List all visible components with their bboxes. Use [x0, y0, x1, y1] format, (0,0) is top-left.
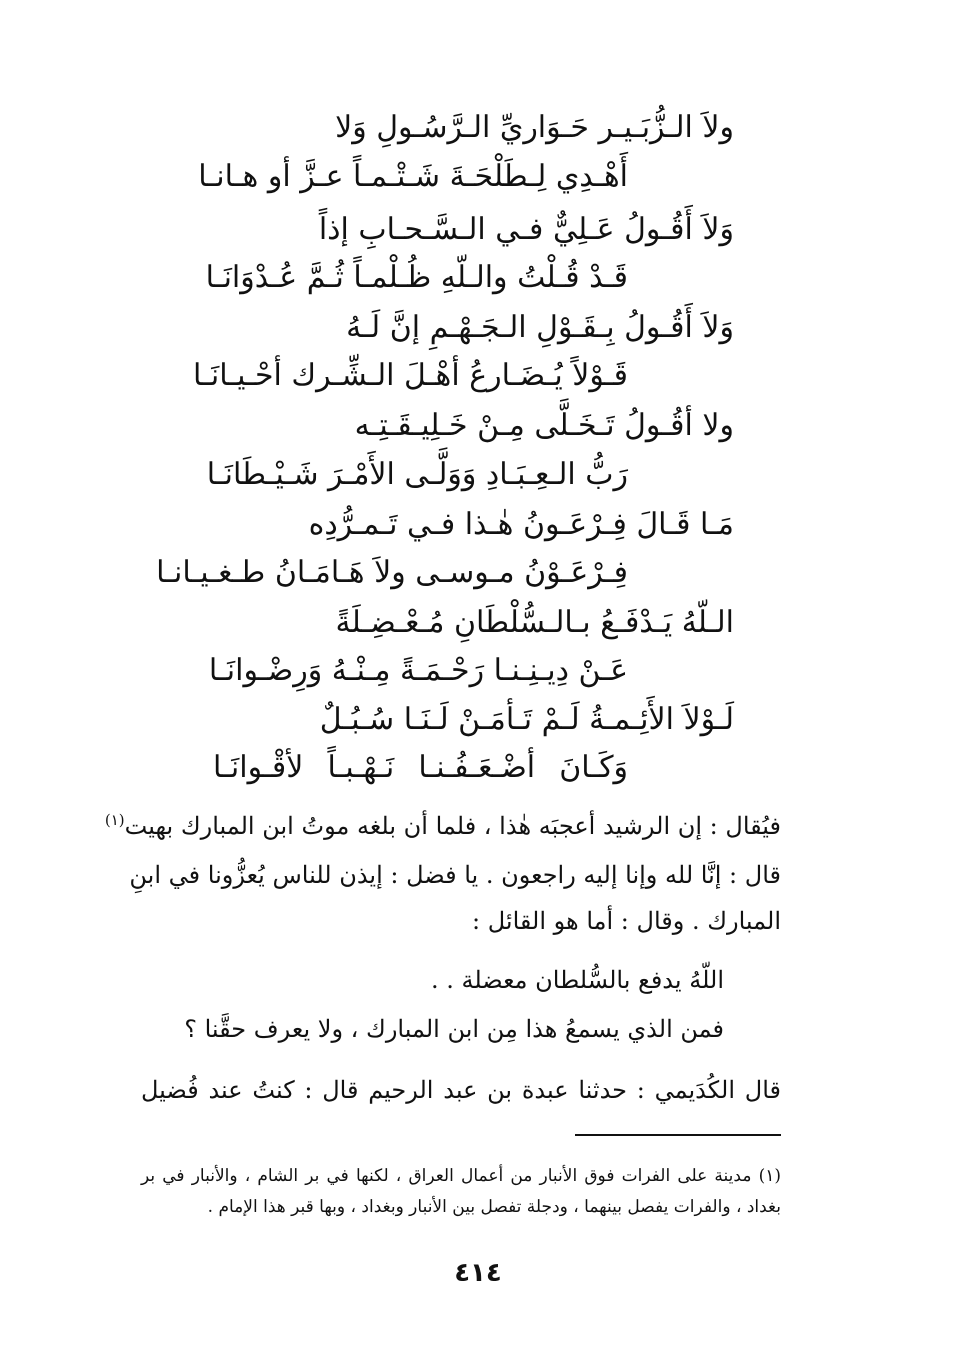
prose-line-1 — [104, 808, 781, 844]
footnote-divider — [575, 1134, 781, 1136]
poem-line-6: قَـوْلاً يُـضَـارعُ أهْـلَ الـشِّـرك أحْـيـانَـا — [192, 358, 628, 393]
footnote-line-1: (١) مدينة على الفرات فوق الأنبار من أعمال العراق ، لكنها في بر الشام ، والأنبار في بر — [141, 1166, 781, 1186]
poem-line-11: الـلّهُ يَـدْفَـعُ بـالـسُّلْطَانِ مُـعْـضِـلَةً — [335, 605, 734, 640]
poem-line-1: ولاَ الـزُّبَـيـر حَـوَاريِّ الـرَّسُـولِ وَلا — [335, 110, 734, 145]
prose-line-2: قال : إنَّا لله وإنا إليه راجعون . يا فضل : إيذن للناس يُعزُّونا في ابنِ — [129, 861, 781, 889]
poem-line-5: وَلاَ أَقُـولُ بِـقَـوْلِ الـجَـهْـمِ إنَّ لَـهُ — [346, 310, 734, 345]
page-number: ٤١٤ — [454, 1258, 502, 1288]
prose-line-4: قال الكُدَيمي : حدثنا عبدة بن عبد الرحيم قال : كنتُ عند فُضيل — [141, 1076, 781, 1104]
poem-line-14: وَكَـانَ أضْـعَـفُـنـا نَـهْـبـاً لأقْـوانَـا — [213, 750, 628, 785]
poem-line-4: قَـدْ قُـلْتُ والـلّهِ ظُـلْمـاً ثُـمَّ عُـدْوَانَـا — [205, 260, 628, 295]
footnote-marker: (١) — [104, 811, 125, 829]
poem-line-2: أَهْـدِي لِـطَلْحَـةَ شَـتْـمـاً عـزَّ أو هـانـا — [198, 159, 628, 194]
poem-line-7: ولا أقُـولُ تَـخَـلَّى مِـنْ خَـلِيـقَـتِـه — [354, 408, 734, 443]
poem-line-13: لَـوْلاَ الأَئِـمـةُ لَـمْ تَـأمَـنْ لَـنَـا سُـبُـلٌ — [319, 702, 734, 737]
prose-line-1-text: فيُقال : إن الرشيد أعجبَه هٰذا ، فلما أن بلغه موتُ ابن المبارك بهيت — [124, 812, 781, 840]
poem-line-3: وَلاَ أَقُـولُ عَـلِيٌّ فـي الـسَّـحـابِ إذاً — [318, 212, 734, 247]
prose-line-3: المبارك . وقال : أما هو القائل : — [472, 907, 781, 935]
poem-line-12: عَـنْ دِيـنِـنـا رَحْـمَـةً مِـنْـهُ وَرِضْـوانَـا — [208, 653, 628, 688]
footnote-line-2: بغداد ، والفرات يفصل بينهما ، ودجلة تفصل بين الأنبار وبغداد ، وبها قبر هذا الإمام . — [207, 1197, 781, 1217]
quoted-verse: اللّهُ يدفع بالسُّلطان معضلة . . — [430, 966, 724, 994]
poem-line-10: فِـرْعَـوْنُ مـوسـى ولاَ هَـامَـانُ طـغـيـانـا — [156, 555, 628, 590]
poem-line-8: رَبُّ الـعِـبَـادِ وَوَلَّـى الأَمْـرَ شَـيْـطَانَـا — [206, 457, 628, 492]
quoted-question: فمن الذي يسمعُ هذا مِن ابن المبارك ، ولا يعرف حقَّنا ؟ — [184, 1015, 724, 1043]
poem-line-9: مَـا قَـالَ فِـرْعَـونُ هٰـذا فـي تَـمـرُّدِه — [308, 507, 734, 542]
